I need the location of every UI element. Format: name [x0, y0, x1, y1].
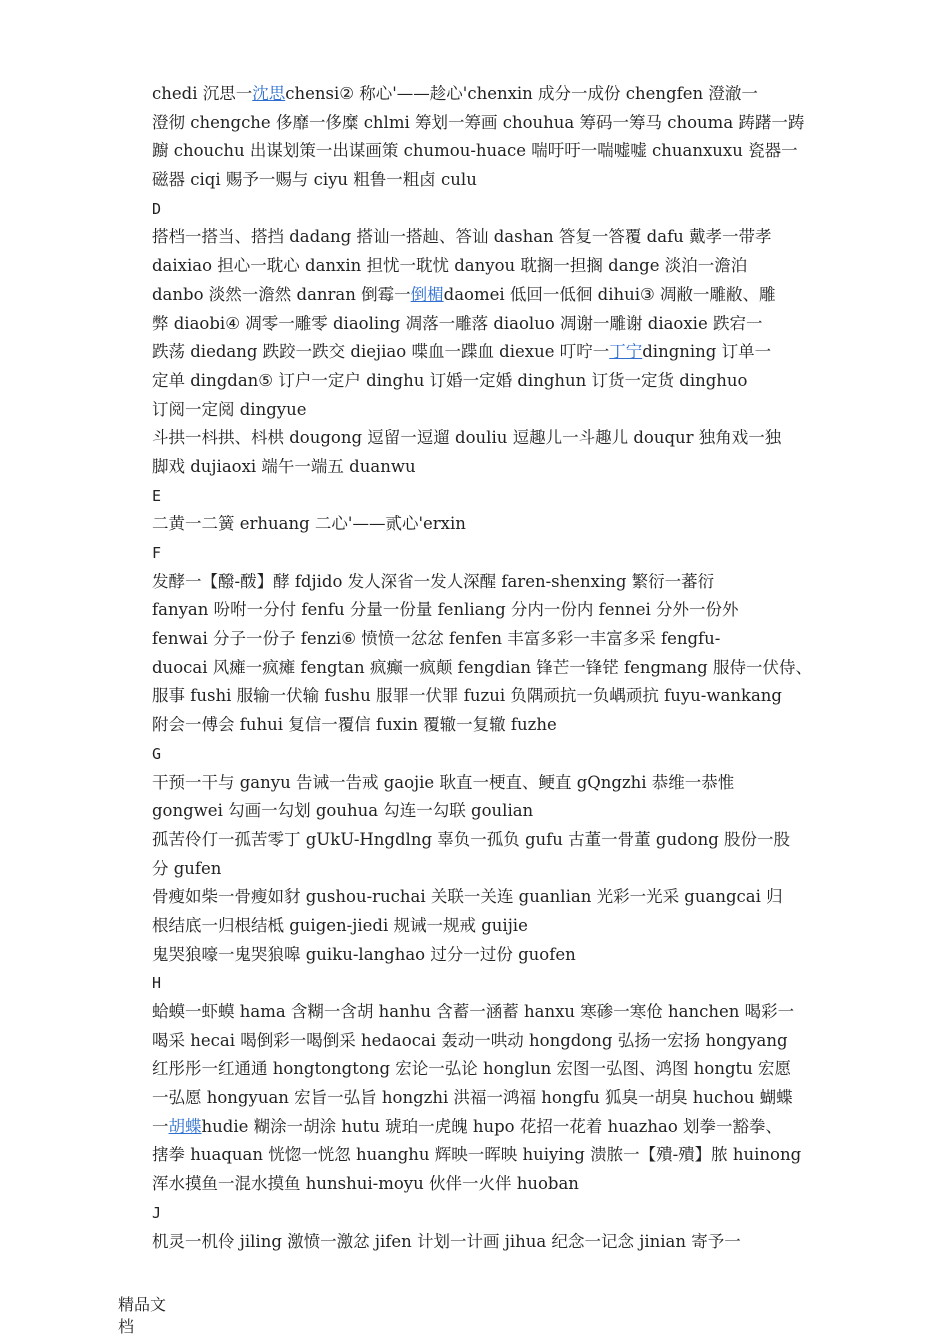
hyperlink[interactable]: 倒楣	[410, 284, 444, 304]
text-line: daixiao 担心一耽心 danxin 担忧一耽忧 danyou 耽搁一担搁 dange 淡泊一澹泊	[152, 256, 748, 276]
section-letter: H	[152, 974, 162, 993]
section-letter: F	[152, 544, 162, 562]
text-line: 脚戏 dujiaoxi 端午一端五 duanwu	[152, 456, 416, 476]
text-segment: danbo 淡然一澹然 danran 倒霉一	[152, 284, 411, 304]
document-body	[152, 80, 842, 1256]
text-line: 蛤蟆一虾蟆 hama 含糊一含胡 hanhu 含蓄一涵蓄 hanxu 寒碜一寒伧 hanchen 喝彩一	[152, 1002, 795, 1021]
text-line: 搭档一搭当、搭挡 dadang 搭讪一搭赸、答讪 dashan 答复一答覆 dafu 戴孝一带孝	[152, 227, 772, 247]
text-line: 喝采 hecai 喝倒彩一喝倒采 hedaocai 轰动一哄动 hongdong 弘扬一宏扬 hongyang	[152, 1030, 788, 1050]
text-line: fenwai 分子一份子 fenzi⑥ 愤愤一忿忿 fenfen 丰富多彩一丰富多采 fengfu-	[152, 629, 721, 649]
hyperlink[interactable]: 沈思	[252, 84, 286, 103]
text-line	[152, 281, 842, 310]
text-line: 红彤彤一红通通 hongtongtong 宏论一弘论 honglun 宏图一弘图、鸿图 hongtu 宏愿	[152, 1059, 792, 1079]
text-line: 服事 fushi 服输一伏输 fushu 服罪一伏罪 fuzui 负隅顽抗一负嵎顽抗 fuyu-wankang	[152, 686, 782, 706]
text-line: 附会一傅会 fuhui 复信一覆信 fuxin 覆辙一复辙 fuzhe	[152, 715, 557, 735]
text-line: 斗拱一枓拱、枓栱 dougong 逗留一逗遛 douliu 逗趣儿一斗趣儿 douqur 独角戏一独	[152, 428, 782, 448]
footer-label-line1: 精品文	[118, 1295, 167, 1314]
text-segment: dingning 订单一	[642, 342, 772, 362]
text-line: 磁器 ciqi 赐予一赐与 ciyu 粗鲁一粗卤 culu	[152, 170, 477, 190]
text-line: 订阅一定阅 dingyue	[152, 399, 307, 419]
text-line	[152, 338, 842, 367]
section-letter: E	[152, 486, 162, 505]
text-line: 孤苦伶仃一孤苦零丁 gUkU-Hngdlng 辜负一孤负 gufu 古董一骨董 gudong 股份一股	[152, 829, 791, 849]
section-letter: D	[152, 199, 162, 218]
section-letter: G	[152, 744, 162, 763]
text-segment: 一	[152, 1116, 169, 1136]
text-line: 定单 dingdan⑤ 订户一定户 dinghu 订婚一定婚 dinghun 订货一定货 dinghuo	[152, 370, 748, 390]
text-segment: 跌荡 diedang 跌跤一跌交 diejiao 喋血一蹀血 diexue 叮咛一	[152, 342, 610, 362]
text-line: 搳拳 huaquan 恍惚一恍忽 huanghu 辉映一晖映 huiying 溃脓一【殨-殨】脓 huinong	[152, 1145, 802, 1165]
hyperlink[interactable]: 丁宁	[609, 342, 643, 362]
text-line: 骨瘦如柴一骨瘦如豺 gushou-ruchai 关联一关连 guanlian 光彩一光采 guangcai 归	[152, 887, 783, 907]
text-segment: daomei 低回一低徊 dihui③ 凋敝一雕敝、雕	[443, 284, 776, 304]
text-line: gongwei 勾画一勾划 gouhua 勾连一勾联 goulian	[152, 801, 534, 821]
text-line: 机灵一机伶 jiling 激愤一激忿 jifen 计划一计画 jihua 纪念一记念 jinian 寄予一	[152, 1231, 741, 1251]
text-line: 一弘愿 hongyuan 宏旨一弘旨 hongzhi 洪福一鸿福 hongfu 狐臭一胡臭 huchou 蝴蝶	[152, 1088, 793, 1108]
text-line: 鬼哭狼嚎一鬼哭狼嗥 guiku-langhao 过分一过份 guofen	[152, 944, 576, 964]
text-line: 二黄一二簧 erhuang 二心'——贰心'erxin	[152, 514, 466, 534]
text-line: 浑水摸鱼一混水摸鱼 hunshui-moyu 伙伴一火伴 huoban	[152, 1174, 579, 1194]
text-segment: chedi 沉思一	[152, 84, 253, 103]
page-footer	[118, 1294, 182, 1338]
text-segment: hudie 糊涂一胡涂 hutu 琥珀一虎魄 hupo 花招一花着 huazhao 划拳一豁拳、	[201, 1116, 783, 1136]
footer-label-line2: 档	[118, 1317, 135, 1336]
hyperlink[interactable]: 胡蝶	[168, 1116, 202, 1136]
text-line	[152, 80, 842, 109]
text-line: 干预一干与 ganyu 告诫一告戒 gaojie 耿直一梗直、鲠直 gQngzhi 恭维一恭惟	[152, 772, 735, 792]
section-letter: J	[152, 1203, 162, 1222]
text-line: 澄彻 chengche 侈靡一侈糜 chlmi 筹划一筹画 chouhua 筹码一筹马 chouma 踌躇一踌	[152, 112, 805, 132]
text-line: 发酵一【醱-酦】酵 fdjido 发人深省一发人深醒 faren-shenxing 繁衍一蕃衍	[152, 571, 715, 591]
text-segment: chensi② 称心'——趁心'chenxin 成分一成份 chengfen 澄澈一	[285, 84, 758, 103]
text-line: fanyan 吩咐一分付 fenfu 分量一份量 fenliang 分内一份内 fennei 分外一份外	[152, 600, 739, 620]
text-line	[152, 1113, 842, 1142]
text-line: 弊 diaobi④ 凋零一雕零 diaoling 凋落一雕落 diaoluo 凋谢一雕谢 diaoxie 跌宕一	[152, 313, 763, 333]
text-line: 分 gufen	[152, 858, 222, 878]
text-line: 根结底一归根结柢 guigen-jiedi 规诫一规戒 guijie	[152, 915, 528, 935]
text-line: 躕 chouchu 出谋划策一出谋画策 chumou-huace 喘吁吁一喘嘘嘘 chuanxuxu 瓷器一	[152, 141, 798, 161]
text-line: duocai 风瘫一疯瘫 fengtan 疯癫一疯颠 fengdian 锋芒一锋铓 fengmang 服侍一伏侍、	[152, 657, 812, 677]
